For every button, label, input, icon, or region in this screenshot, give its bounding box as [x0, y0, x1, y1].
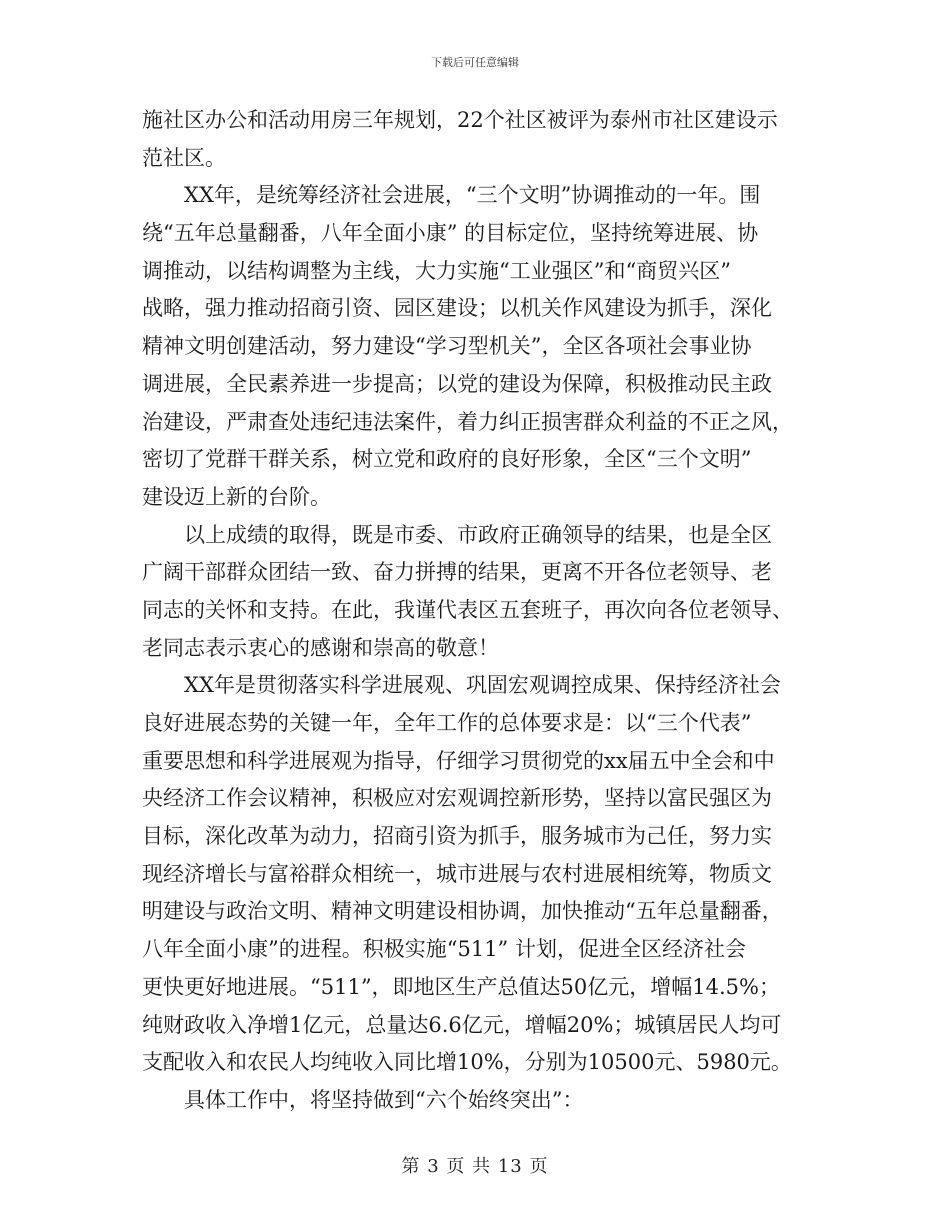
text-line: 建设迈上新的台阶。 [142, 484, 331, 509]
text-line: 八年全面小康”的进程。积极实施“511” 计划，促进全区经济社会 [142, 937, 746, 962]
text-line: 范社区。 [142, 145, 226, 170]
text-line: 治建设，严肃查处违纪违法案件，着力纠正损害群众利益的不正之风， [142, 409, 793, 434]
text-line: 重要思想和科学进展观为指导，仔细学习贯彻党的xx届五中全会和中 [142, 748, 775, 773]
text-line: 精神文明创建活动，努力建设“学习型机关”，全区各项社会事业协 [142, 334, 752, 359]
text-line: 调推动，以结构调整为主线，大力实施“工业强区”和“商贸兴区” [142, 258, 731, 283]
text-line: XX年是贯彻落实科学进展观、巩固宏观调控成果、保持经济社会 [184, 673, 781, 698]
text-line: XX年，是统筹经济社会进展，“三个文明”协调推动的一年。围 [184, 183, 761, 208]
text-line: 广阔干部群众团结一致、奋力拼搏的结果，更离不开各位老领导、老 [142, 560, 772, 585]
text-line: 以上成绩的取得，既是市委、市政府正确领导的结果，也是全区 [184, 522, 772, 547]
text-line: 施社区办公和活动用房三年规划，22个社区被评为泰州市社区建设示 [142, 108, 778, 132]
text-line: 绕“五年总量翻番，八年全面小康” 的目标定位，坚持统筹进展、协 [142, 221, 759, 246]
text-line: 目标，深化改革为动力，招商引资为抓手，服务城市为己任，努力实 [142, 824, 772, 849]
text-line: 现经济增长与富裕群众相统一，城市进展与农村进展相统筹，物质文 [142, 861, 772, 886]
text-line: 战略，强力推动招商引资、园区建设；以机关作风建设为抓手，深化 [142, 296, 772, 321]
text-line: 老同志表示衷心的感谢和崇高的敬意！ [142, 635, 499, 660]
text-line: 央经济工作会议精神，积极应对宏观调控新形势，坚持以富民强区为 [142, 786, 772, 811]
page-header: 下载后可任意编辑 [431, 56, 519, 69]
text-line: 密切了党群干群关系，树立党和政府的良好形象，全区“三个文明” [142, 447, 752, 472]
text-line: 调进展，全民素养进一步提高；以党的建设为保障，积极推动民主政 [142, 371, 772, 396]
text-line: 更快更好地进展。“511”，即地区生产总值达50亿元，增幅14.5%； [142, 974, 780, 999]
body-text [142, 102, 810, 1120]
text-line: 具体工作中，将坚持做到“六个始终突出”： [184, 1087, 584, 1112]
text-line: 同志的关怀和支持。在此，我谨代表区五套班子，再次向各位老领导、 [142, 597, 793, 622]
text-line: 纯财政收入净增1亿元，总量达6.6亿元，增幅20%；城镇居民人均可 [142, 1012, 782, 1037]
page-footer: 第 3 页 共 13 页 [401, 1156, 549, 1177]
text-line: 明建设与政治文明、精神文明建设相协调，加快推动“五年总量翻番， [142, 899, 783, 924]
text-line: 支配收入和农民人均纯收入同比增10%，分别为10500元、5980元。 [142, 1050, 792, 1075]
text-line: 良好进展态势的关键一年，全年工作的总体要求是：以“三个代表” [142, 711, 752, 735]
